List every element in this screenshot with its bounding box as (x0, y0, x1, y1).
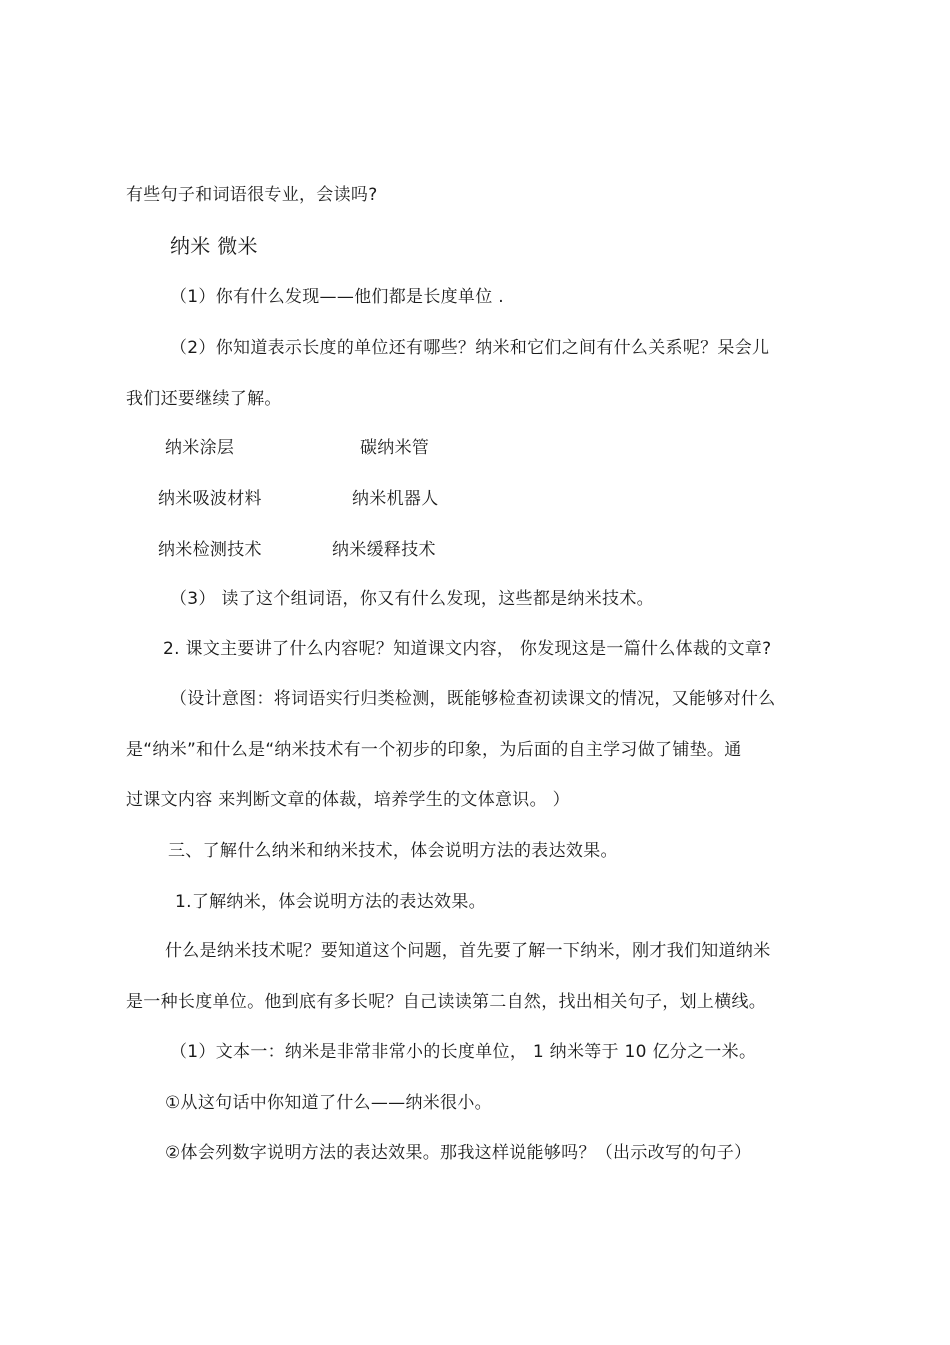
word-item: 纳米机器人 (352, 489, 439, 509)
item-2-question: 2. 课文主要讲了什么内容呢？知道课文内容， 你发现这是一篇什么体裁的文章? (163, 639, 772, 659)
text-one: （1）文本一：纳米是非常非常小的长度单位， 1 纳米等于 10 亿分之一米。 (170, 1042, 757, 1062)
word-item: 纳米缓释技术 (332, 540, 436, 560)
subsection-1-heading: 1.了解纳米，体会说明方法的表达效果。 (175, 892, 486, 912)
intro-question: 有些句子和词语很专业，会读吗? (126, 185, 378, 205)
question-2-line-1: （2）你知道表示长度的单位还有哪些？纳米和它们之间有什么关系呢？呆会儿 (170, 338, 770, 358)
word-item: 纳米涂层 (165, 438, 235, 458)
section-3-heading: 三、了解什么纳米和纳米技术，体会说明方法的表达效果。 (168, 841, 618, 861)
design-intent-line-1: （设计意图：将词语实行归类检测，既能够检查初读课文的情况，又能够对什么 (170, 689, 776, 709)
design-intent-line-2: 是“纳米”和什么是“纳米技术有一个初步的印象，为后面的自主学习做了铺垫。通 (126, 740, 742, 760)
design-intent-line-3: 过课文内容 来判断文章的体裁，培养学生的文体意识。 ） (126, 790, 570, 810)
word-item: 碳纳米管 (360, 438, 430, 458)
question-2-line-2: 我们还要继续了解。 (126, 389, 282, 409)
paragraph-line-1: 什么是纳米技术呢？要知道这个问题，首先要了解一下纳米，刚才我们知道纳米 (165, 941, 771, 961)
terms-heading: 纳米 微米 (170, 234, 258, 258)
paragraph-line-2: 是一种长度单位。他到底有多长呢？自己读读第二自然，找出相关句子，划上横线。 (126, 992, 767, 1012)
word-item: 纳米检测技术 (158, 540, 262, 560)
point-1: ①从这句话中你知道了什么——纳米很小。 (165, 1093, 492, 1113)
question-1: （1）你有什么发现——他们都是长度单位 . (170, 287, 504, 307)
word-item: 纳米吸波材料 (158, 489, 262, 509)
point-2: ②体会列数字说明方法的表达效果。那我这样说能够吗？（出示改写的句子） (165, 1143, 752, 1163)
question-3: （3） 读了这个组词语，你又有什么发现，这些都是纳米技术。 (170, 589, 654, 609)
